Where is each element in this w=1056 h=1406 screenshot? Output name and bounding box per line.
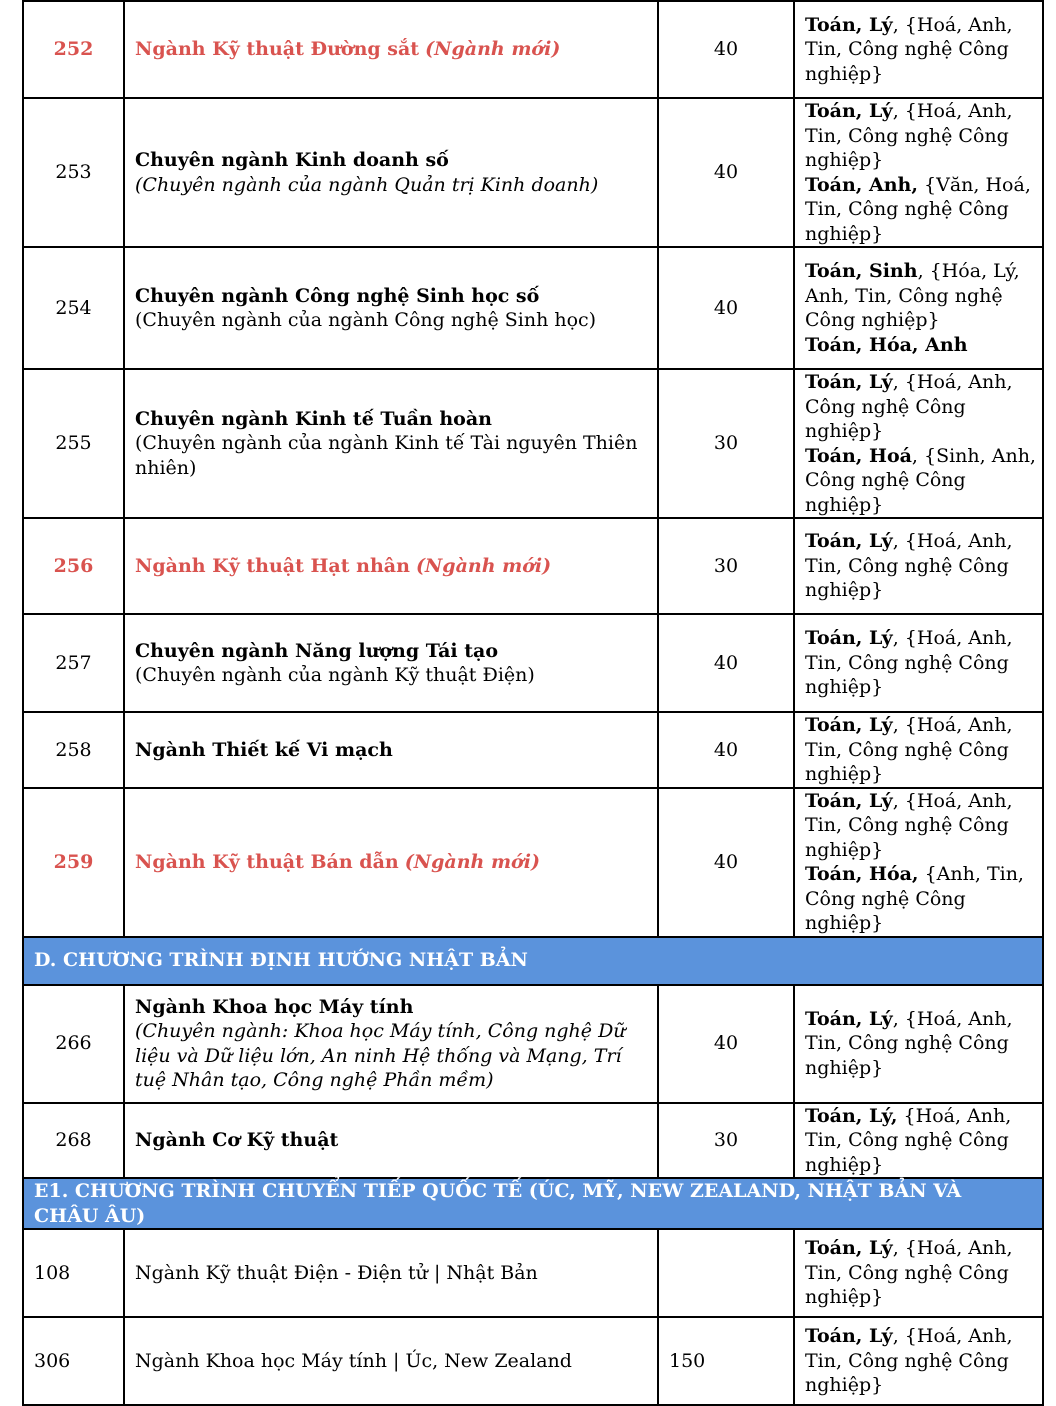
subject-combos: Toán, Lý, {Hoá, Anh, Tin, Công nghệ Công nghiệp} (794, 614, 1043, 712)
new-program-tag: (Ngành mới) (425, 38, 561, 61)
table-row (23, 1317, 1043, 1405)
quota: 40 (658, 1, 794, 98)
program-title: Chuyên ngành Năng lượng Tái tạo (135, 639, 498, 662)
program-title-cell (124, 1103, 658, 1179)
section-title: E1. CHƯƠNG TRÌNH CHUYỂN TIẾP QUỐC TẾ (ÚC, MỸ, NEW ZEALAND, NHẬT BẢN VÀ CHÂU ÂU) (23, 1178, 1043, 1229)
subject-combos: Toán, Lý, {Hoá, Anh, Tin, Công nghệ Công nghiệp} (794, 1103, 1043, 1179)
quota: 30 (658, 518, 794, 614)
quota: 40 (658, 247, 794, 369)
table-row (23, 518, 1043, 614)
subject-combos: Toán, Lý, {Hoá, Anh, Tin, Công nghệ Công nghiệp} (794, 1, 1043, 98)
quota: 30 (658, 369, 794, 518)
program-title-cell (124, 247, 658, 369)
program-title-cell (124, 1229, 658, 1317)
program-title-cell (124, 788, 658, 937)
table-row (23, 369, 1043, 518)
quota (658, 1229, 794, 1317)
table-row (23, 788, 1043, 937)
program-code: 256 (23, 518, 124, 614)
program-subtitle: (Chuyên ngành của ngành Công nghệ Sinh học) (135, 309, 597, 331)
subject-combos: Toán, Lý, {Hoá, Anh, Tin, Công nghệ Công nghiệp} (794, 518, 1043, 614)
table-row (23, 614, 1043, 712)
section-title: D. CHƯƠNG TRÌNH ĐỊNH HƯỚNG NHẬT BẢN (23, 937, 1043, 985)
table-row (23, 1103, 1043, 1179)
program-title-cell (124, 369, 658, 518)
table-row (23, 1229, 1043, 1317)
program-title-cell (124, 1317, 658, 1405)
program-subtitle: (Chuyên ngành của ngành Quản trị Kinh doanh) (135, 173, 599, 196)
program-title: Ngành Kỹ thuật Đường sắt (135, 38, 420, 61)
program-title: Ngành Cơ Kỹ thuật (135, 1129, 339, 1151)
program-title: Chuyên ngành Công nghệ Sinh học số (135, 284, 540, 307)
program-code: 259 (23, 788, 124, 937)
section-header-e1 (23, 1178, 1043, 1229)
table-row (23, 712, 1043, 788)
table-row (23, 985, 1043, 1103)
subject-combos: Toán, Lý, {Hoá, Anh, Tin, Công nghệ Công nghiệp} (794, 1317, 1043, 1405)
program-code: 257 (23, 614, 124, 712)
program-title-cell (124, 98, 658, 247)
program-title: Chuyên ngành Kinh tế Tuần hoàn (135, 407, 492, 430)
subject-combos: Toán, Lý, {Hoá, Anh, Tin, Công nghệ Công nghiệp} (794, 985, 1043, 1103)
program-subtitle: (Chuyên ngành của ngành Kinh tế Tài nguyên Thiên nhiên) (135, 432, 638, 479)
table-row (23, 98, 1043, 247)
quota: 150 (658, 1317, 794, 1405)
program-code: 108 (23, 1229, 124, 1317)
program-code: 306 (23, 1317, 124, 1405)
quota: 40 (658, 788, 794, 937)
program-subtitle: (Chuyên ngành: Khoa học Máy tính, Công nghệ Dữ liệu và Dữ liệu lớn, An ninh Hệ thống và Mạng, Trí tuệ Nhân tạo, Công nghệ Phần mềm) (135, 1020, 626, 1091)
program-title: Ngành Khoa học Máy tính (135, 995, 414, 1018)
program-title-cell (124, 1, 658, 98)
program-title: Ngành Thiết kế Vi mạch (135, 738, 393, 761)
program-title: Ngành Kỹ thuật Điện - Điện tử | Nhật Bản (135, 1261, 538, 1284)
program-code: 252 (23, 1, 124, 98)
section-header-d (23, 937, 1043, 985)
program-title-cell (124, 518, 658, 614)
program-title: Ngành Kỹ thuật Hạt nhân (135, 554, 410, 577)
quota: 40 (658, 985, 794, 1103)
program-subtitle: (Chuyên ngành của ngành Kỹ thuật Điện) (135, 664, 535, 686)
program-title-cell (124, 614, 658, 712)
program-title-cell (124, 712, 658, 788)
quota: 40 (658, 614, 794, 712)
program-code: 254 (23, 247, 124, 369)
program-code: 255 (23, 369, 124, 518)
subject-combos: Toán, Lý, {Hoá, Anh, Tin, Công nghệ Công nghiệp} Toán, Hóa, {Anh, Tin, Công nghệ Công nghiệp} (794, 788, 1043, 937)
new-program-tag: (Ngành mới) (404, 850, 540, 873)
subject-combos: Toán, Lý, {Hoá, Anh, Công nghệ Công nghiệp} Toán, Hoá, {Sinh, Anh, Công nghệ Công nghiệp} (794, 369, 1043, 518)
subject-combos: Toán, Sinh, {Hóa, Lý, Anh, Tin, Công nghệ Công nghiệp} Toán, Hóa, Anh (794, 247, 1043, 369)
quota: 30 (658, 1103, 794, 1179)
program-title: Ngành Khoa học Máy tính | Úc, New Zealand (135, 1349, 572, 1372)
quota: 40 (658, 712, 794, 788)
table-row (23, 247, 1043, 369)
quota: 40 (658, 98, 794, 247)
subject-combos: Toán, Lý, {Hoá, Anh, Tin, Công nghệ Công nghiệp} (794, 712, 1043, 788)
program-title-cell (124, 985, 658, 1103)
subject-combos: Toán, Lý, {Hoá, Anh, Tin, Công nghệ Công nghiệp} (794, 1229, 1043, 1317)
table-row (23, 1, 1043, 98)
program-code: 268 (23, 1103, 124, 1179)
admissions-table (22, 0, 1044, 1406)
program-title: Ngành Kỹ thuật Bán dẫn (135, 850, 399, 873)
program-code: 258 (23, 712, 124, 788)
new-program-tag: (Ngành mới) (415, 554, 552, 577)
subject-combos: Toán, Lý, {Hoá, Anh, Tin, Công nghệ Công nghiệp} Toán, Anh, {Văn, Hoá, Tin, Công nghệ Công nghiệp} (794, 98, 1043, 247)
program-code: 253 (23, 98, 124, 247)
program-code: 266 (23, 985, 124, 1103)
program-title: Chuyên ngành Kinh doanh số (135, 149, 449, 171)
